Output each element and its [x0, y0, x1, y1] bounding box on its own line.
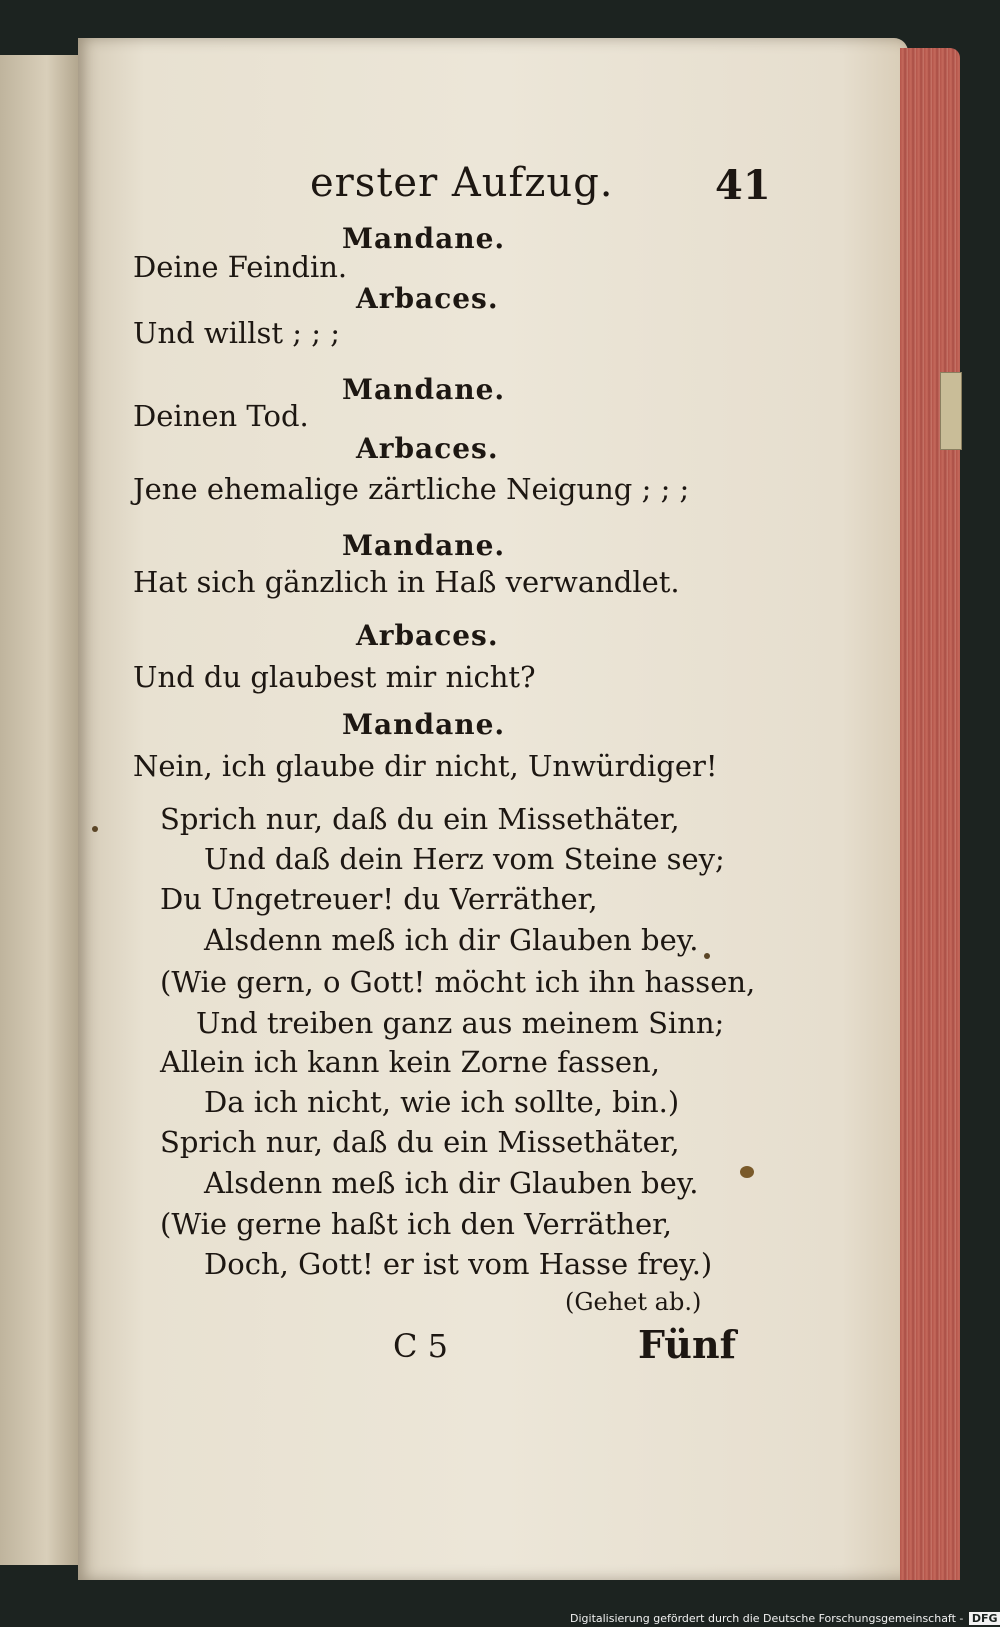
verse-line: Allein ich kann kein Zorne fassen,: [160, 1045, 660, 1079]
stain-mark: [740, 1166, 754, 1178]
page-number: 41: [715, 162, 771, 209]
speaker-name: Arbaces.: [356, 432, 499, 465]
speaker-name: Arbaces.: [356, 282, 499, 315]
verse-line: Alsdenn meß ich dir Glauben bey.: [204, 1166, 699, 1200]
dialogue-line: Deine Feindin.: [133, 250, 348, 284]
verse-line: Und treiben ganz aus meinem Sinn;: [196, 1006, 725, 1040]
verse-line: Da ich nicht, wie ich sollte, bin.): [204, 1085, 680, 1119]
dialogue-line: Deinen Tod.: [133, 399, 309, 433]
catchword: Fünf: [638, 1322, 736, 1367]
verse-line: Alsdenn meß ich dir Glauben bey.: [204, 923, 699, 957]
verse-line: (Wie gern, o Gott! möcht ich ihn hassen,: [160, 965, 756, 999]
speaker-name: Arbaces.: [356, 619, 499, 652]
dialogue-line: Und du glaubest mir nicht?: [133, 660, 536, 694]
signature-mark: C 5: [393, 1327, 449, 1365]
facing-page-edge: [0, 55, 80, 1565]
verse-line: Und daß dein Herz vom Steine sey;: [204, 842, 725, 876]
speaker-name: Mandane.: [342, 222, 506, 255]
credit-text: Digitalisierung gefördert durch die Deutsche Forschungsgemeinschaft -: [570, 1612, 964, 1625]
paper-tab-marker: [940, 372, 962, 450]
dialogue-line: Hat sich gänzlich in Haß verwandlet.: [133, 565, 680, 599]
verse-line: Du Ungetreuer! du Verräther,: [160, 882, 598, 916]
speaker-name: Mandane.: [342, 708, 506, 741]
dialogue-line: Und willst ; ; ;: [133, 316, 341, 350]
verse-line: (Wie gerne haßt ich den Verräther,: [160, 1207, 673, 1241]
verse-line: Doch, Gott! er ist vom Hasse frey.): [204, 1247, 713, 1281]
ink-speck: [704, 953, 710, 959]
stage-direction: (Gehet ab.): [565, 1288, 702, 1316]
speaker-name: Mandane.: [342, 373, 506, 406]
dialogue-line: Nein, ich glaube dir nicht, Unwürdiger!: [133, 749, 718, 783]
dialogue-line: Jene ehemalige zärtliche Neigung ; ; ;: [133, 472, 690, 506]
ink-speck: [92, 826, 98, 832]
dfg-logo: DFG: [969, 1612, 1000, 1625]
speaker-name: Mandane.: [342, 529, 506, 562]
red-page-edges: [900, 48, 960, 1580]
verse-line: Sprich nur, daß du ein Missethäter,: [160, 1125, 680, 1159]
verse-line: Sprich nur, daß du ein Missethäter,: [160, 802, 680, 836]
digitization-credit: [570, 1612, 1000, 1625]
running-header: erster Aufzug.: [310, 160, 614, 206]
